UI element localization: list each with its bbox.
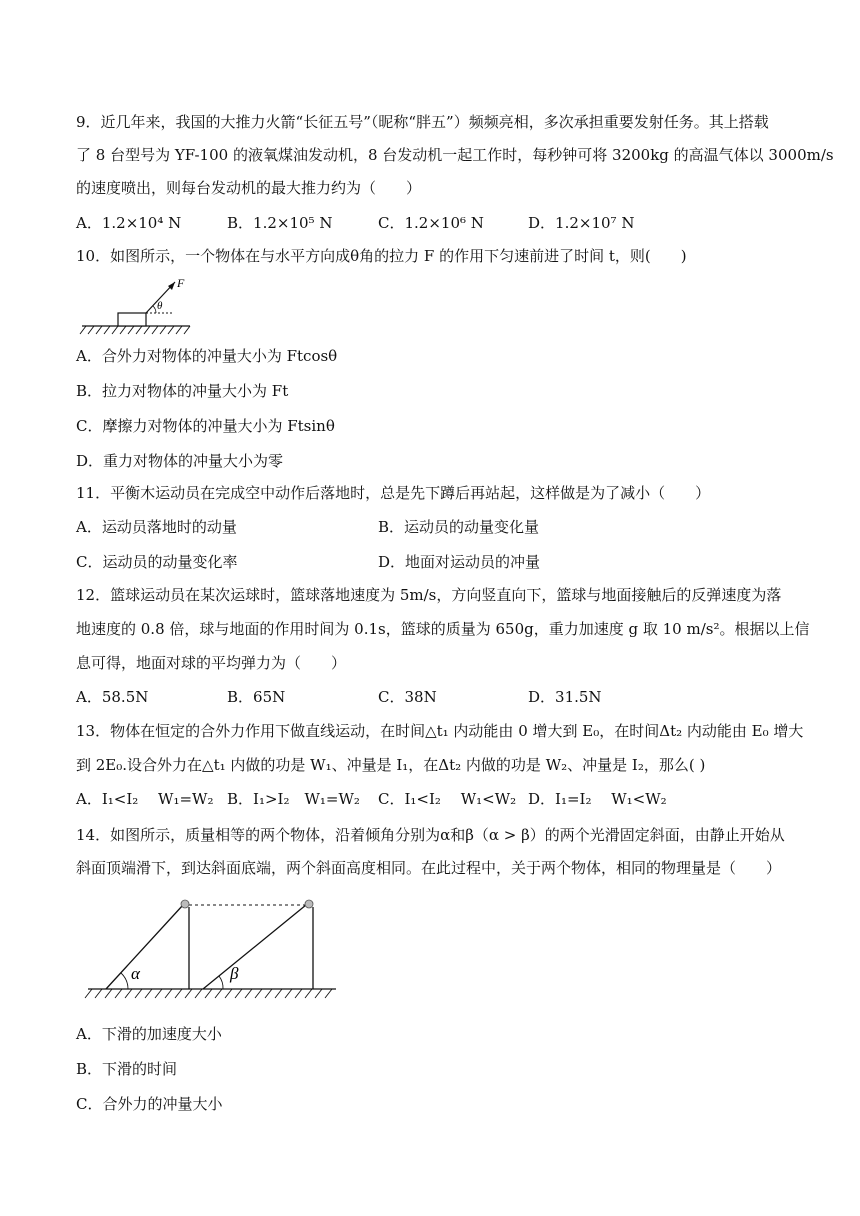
q10-option-d: D．重力对物体的冲量大小为零 <box>76 452 284 470</box>
ball-alpha <box>181 900 189 908</box>
block <box>118 313 146 326</box>
q12-option-d: D．31.5N <box>528 688 602 706</box>
q13-option-c: C．I₁<I₂ W₁<W₂ <box>378 790 517 808</box>
q12-stem-line-1: 12．篮球运动员在某次运球时，篮球落地速度为 5m/s，方向竖直向下，篮球与地面接触后的反弹速度为落 <box>76 586 782 604</box>
ball-beta <box>305 900 313 908</box>
q10-option-c: C．摩擦力对物体的冲量大小为 Ftsinθ <box>76 417 335 435</box>
q13-option-d: D．I₁=I₂ W₁<W₂ <box>528 790 667 808</box>
q14-option-c: C．合外力的冲量大小 <box>76 1095 223 1113</box>
q14-stem-line-2: 斜面顶端滑下，到达斜面底端，两个斜面高度相同。在此过程中，关于两个物体，相同的物理量是（ ） <box>76 859 782 877</box>
q12-stem-line-2: 地速度的 0.8 倍，球与地面的作用时间为 0.1s，篮球的质量为 650g，重力加速度 g 取 10 m/s²。根据以上信 <box>76 620 810 638</box>
q9-option-a: A．1.2×10⁴ N <box>76 214 182 232</box>
q10-figure <box>78 276 198 338</box>
q13-option-a: A．I₁<I₂ W₁=W₂ <box>76 790 214 808</box>
q11-option-a: A．运动员落地时的动量 <box>76 518 237 536</box>
q11-option-d: D．地面对运动员的冲量 <box>378 553 541 571</box>
q14-figure <box>84 893 344 1003</box>
q9-stem-line-2: 了 8 台型号为 YF-100 的液氧煤油发动机，8 台发动机一起工作时，每秒钟可将 3200kg 的高温气体以 3000m/s <box>76 146 834 164</box>
slope-alpha <box>106 905 183 989</box>
q9-stem-line-3: 的速度喷出，则每台发动机的最大推力约为（ ） <box>76 179 422 197</box>
q11-option-b: B．运动员的动量变化量 <box>378 518 540 536</box>
q13-stem-line-1: 13．物体在恒定的合外力作用下做直线运动，在时间△t₁ 内动能由 0 增大到 E₀，在时间Δt₂ 内动能由 E₀ 增大 <box>76 722 804 740</box>
alpha-label: α <box>131 964 140 983</box>
q12-stem-line-3: 息可得，地面对球的平均弹力为（ ） <box>76 654 347 672</box>
q13-stem-line-2: 到 2E₀.设合外力在△t₁ 内做的功是 W₁、冲量是 I₁，在Δt₂ 内做的功是 W₂、冲量是 I₂，那么( ) <box>76 756 706 774</box>
q10-option-b: B．拉力对物体的冲量大小为 Ft <box>76 382 289 400</box>
q9-option-d: D．1.2×10⁷ N <box>528 214 635 232</box>
q10-stem: 10．如图所示，一个物体在与水平方向成θ角的拉力 F 的作用下匀速前进了时间 t，则( ) <box>76 247 687 265</box>
q14-stem-line-1: 14．如图所示，质量相等的两个物体，沿着倾角分别为α和β（α > β）的两个光滑固定斜面，由静止开始从 <box>76 826 785 844</box>
q10-option-a: A．合外力对物体的冲量大小为 Ftcosθ <box>76 347 338 365</box>
force-label: F <box>177 276 185 290</box>
q14-option-a: A．下滑的加速度大小 <box>76 1025 222 1043</box>
q9-stem-line-1: 9．近几年来，我国的大推力火箭“长征五号”（昵称“胖五”）频频亮相，多次承担重要发射任务。其上搭载 <box>76 113 769 131</box>
q14-option-b: B．下滑的时间 <box>76 1060 178 1078</box>
q12-option-b: B．65N <box>227 688 286 706</box>
q9-option-c: C．1.2×10⁶ N <box>378 214 484 232</box>
q13-option-b: B．I₁>I₂ W₁=W₂ <box>227 790 360 808</box>
theta-label: θ <box>157 300 163 312</box>
q12-option-c: C．38N <box>378 688 437 706</box>
beta-label: β <box>230 964 239 983</box>
q12-option-a: A．58.5N <box>76 688 149 706</box>
q11-option-c: C．运动员的动量变化率 <box>76 553 238 571</box>
q9-option-b: B．1.2×10⁵ N <box>227 214 333 232</box>
slope-beta <box>203 905 306 989</box>
q11-stem: 11．平衡木运动员在完成空中动作后落地时，总是先下蹲后再站起，这样做是为了减小（ ） <box>76 484 711 502</box>
